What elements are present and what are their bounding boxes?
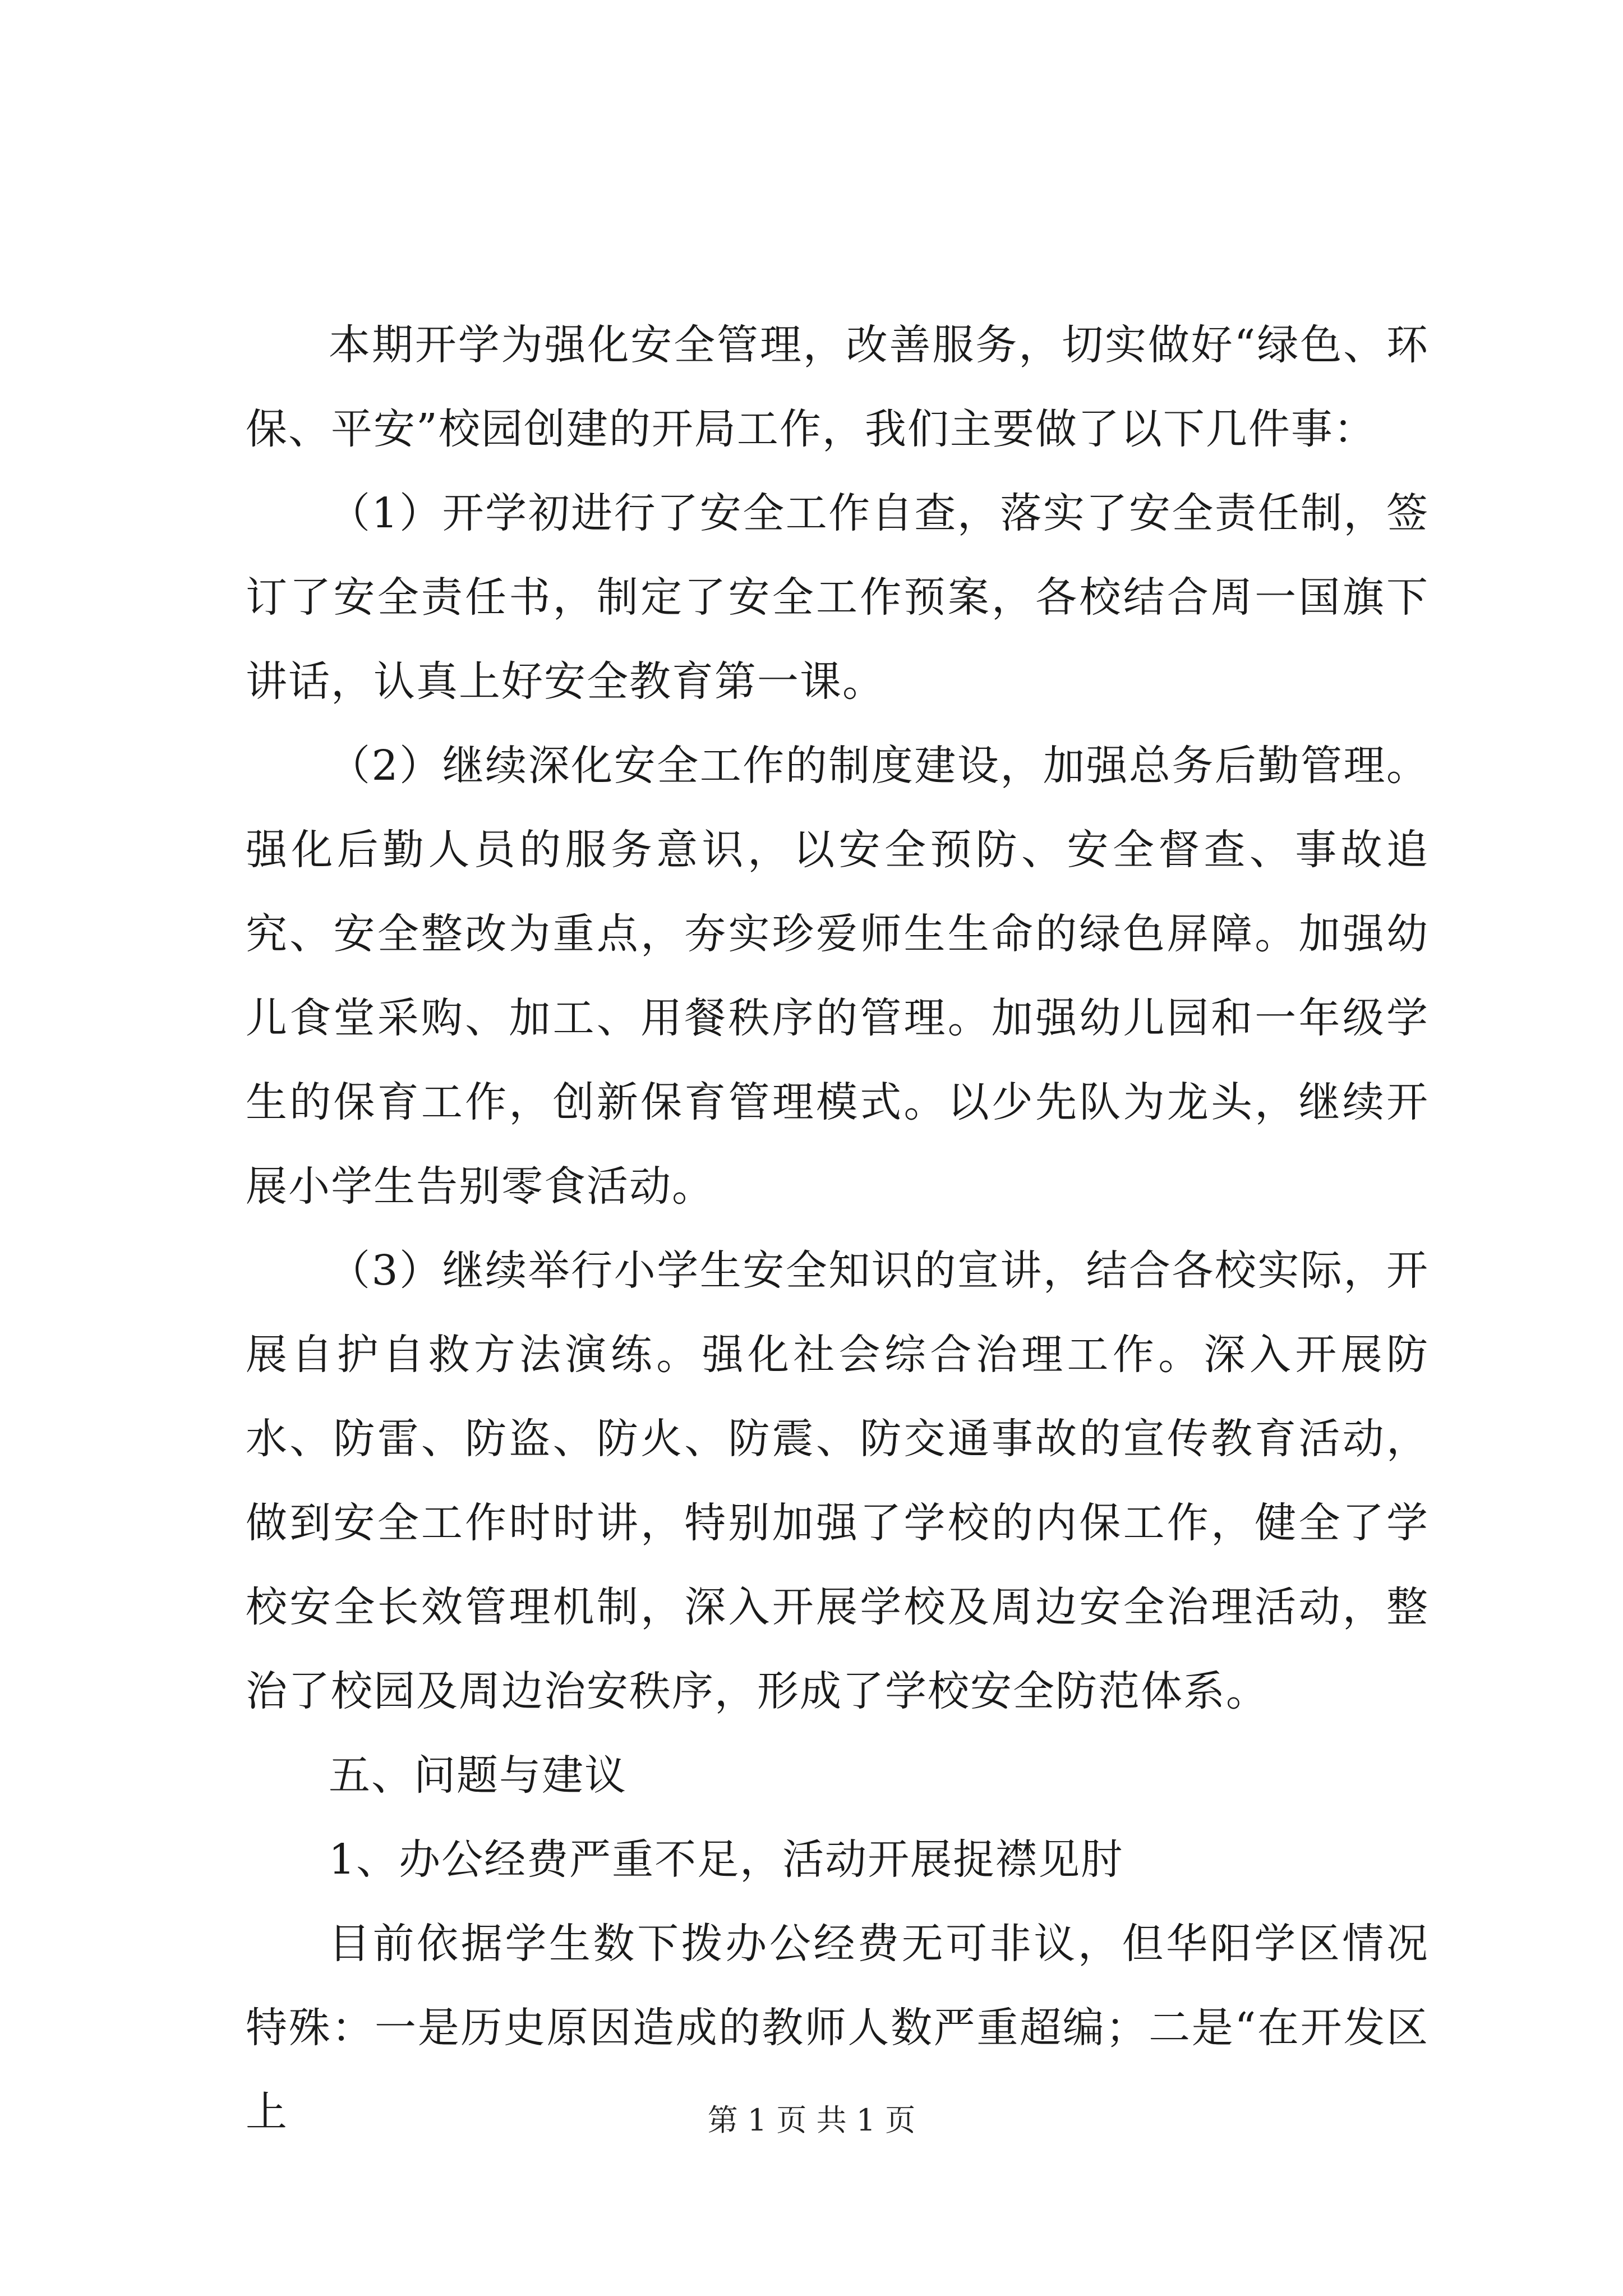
document-body <box>246 303 1429 2154</box>
paragraph-intro: 本期开学为强化安全管理，改善服务，切实做好“绿色、环保、平安”校园创建的开局工作，我们主要做了以下几件事： <box>246 321 1429 453</box>
page-footer <box>0 2101 1623 2140</box>
page-number-label: 第 1 页 共 1 页 <box>707 2102 916 2138</box>
paragraph-item-3: （3）继续举行小学生安全知识的宣讲，结合各校实际，开展自护自救方法演练。强化社会综合治理工作。深入开展防水、防雷、防盗、防火、防震、防交通事故的宣传教育活动，做到安全工作时时讲，特别加强了学校的内保工作，健全了学校安全长效管理机制，深入开展学校及周边安全治理活动，整治了校园及周边治安秩序，形成了学校安全防范体系。 <box>246 1246 1429 1715</box>
paragraph-funding: 目前依据学生数下拨办公经费无可非议，但华阳学区情况特殊：一是历史原因造成的教师人数严重超编；二是“在开发区上 <box>246 1920 1429 2136</box>
section-heading: 五、问题与建议 <box>329 1751 627 1800</box>
paragraph-item-1: （1）开学初进行了安全工作自查，落实了安全责任制，签订了安全责任书，制定了安全工作预案，各校结合周一国旗下讲话，认真上好安全教育第一课。 <box>246 489 1429 706</box>
paragraph-item-2: （2）继续深化安全工作的制度建设，加强总务后勤管理。强化后勤人员的服务意识，以安全预防、安全督查、事故追究、安全整改为重点，夯实珍爱师生生命的绿色屏障。加强幼儿食堂采购、加工、用餐秩序的管理。加强幼儿园和一年级学生的保育工作，创新保育管理模式。以少先队为龙头，继续开展小学生告别零食活动。 <box>246 742 1429 1211</box>
subsection-heading: 1、办公经费严重不足，活动开展捉襟见肘 <box>329 1835 1124 1884</box>
